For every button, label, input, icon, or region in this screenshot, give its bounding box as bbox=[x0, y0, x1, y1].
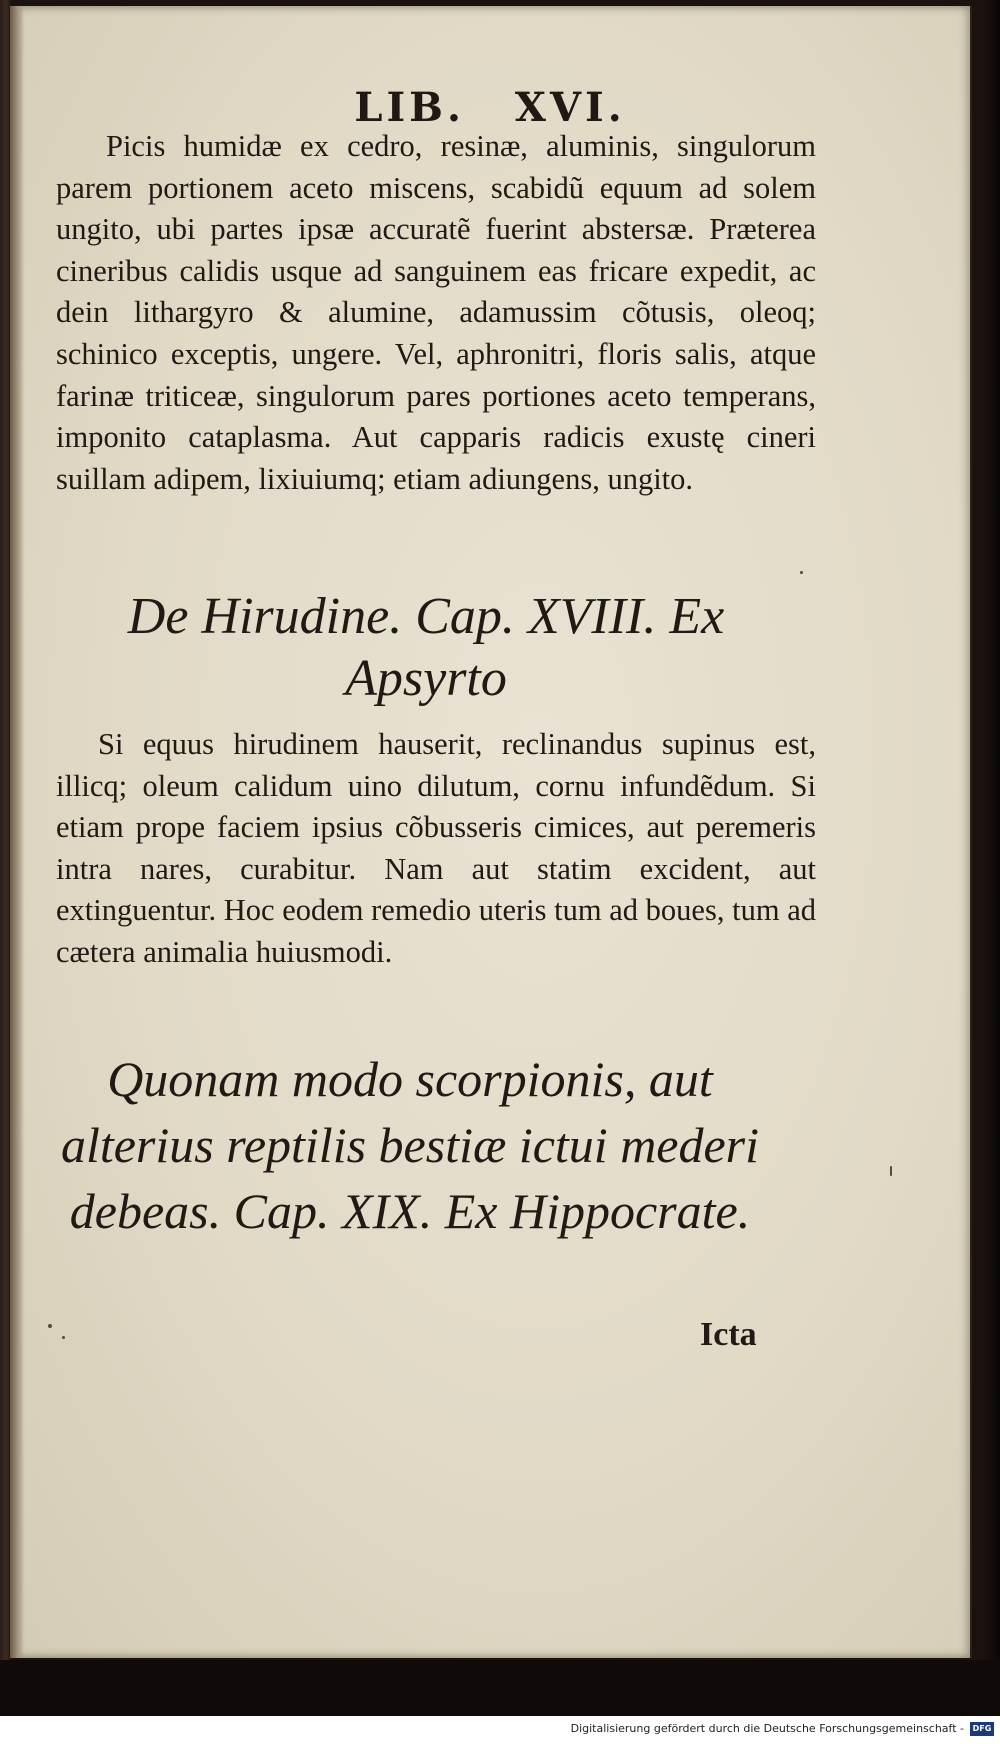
paper-page bbox=[10, 6, 972, 1658]
paragraph-scabies-remedy: Picis humidæ ex cedro, resinæ, aluminis, singulorum parem portionem aceto miscens, scabidũ equum ad solem ungito, ubi partes ipsæ accuratẽ fuerint abstersæ. Præterea cineribus calidis usque ad sanguinem eas fricare expedit, ac dein lithargyro & alumine, adamussim cõtusis, oleoq; schinico exceptis, ungere. Vel, aphronitri, floris salis, atque farinæ triticeæ, singulorum pares portiones aceto temperans, imponito cataplasma. Aut capparis radicis exustę cineri suillam adipem, lixiuiumq; etiam adiungens, ungito. bbox=[56, 129, 816, 496]
dfg-logo: DFG bbox=[970, 1722, 994, 1736]
catchword: Icta bbox=[700, 1316, 757, 1353]
digitization-credit: Digitalisierung gefördert durch die Deutsche Forschungsgemeinschaft - bbox=[570, 1722, 964, 1735]
chapter-heading-xviii: De Hirudine. Cap. XVIII. Ex Apsyrto bbox=[127, 588, 725, 707]
chapter-heading-xix: Quonam modo scorpionis, aut alterius reptilis bestiæ ictui mederi debeas. Cap. XIX. Ex Hippocrate. bbox=[60, 1051, 760, 1239]
paragraph-hirudine: Si equus hirudinem hauserit, reclinandus supinus est, illicq; oleum calidum uino dilutum, cornu infundẽdum. Si etiam prope faciem ipsius cõbusseris cimices, aut peremeris intra nares, curabitur. Nam aut statim excident, aut extinguentur. Hoc eodem remedio uteris tum ad boues, tum ad cætera animalia huiusmodi. bbox=[56, 727, 816, 969]
paper-speck bbox=[62, 1336, 65, 1339]
page-binding-edge bbox=[10, 6, 24, 1658]
running-head-book: LIB. bbox=[354, 84, 465, 131]
paper-speck bbox=[800, 571, 803, 574]
scan-background-bottom bbox=[0, 1660, 1000, 1716]
running-head-number: XVI. bbox=[514, 84, 626, 131]
paper-speck bbox=[48, 1324, 52, 1328]
paper-speck bbox=[890, 1166, 892, 1176]
running-head bbox=[10, 84, 970, 131]
